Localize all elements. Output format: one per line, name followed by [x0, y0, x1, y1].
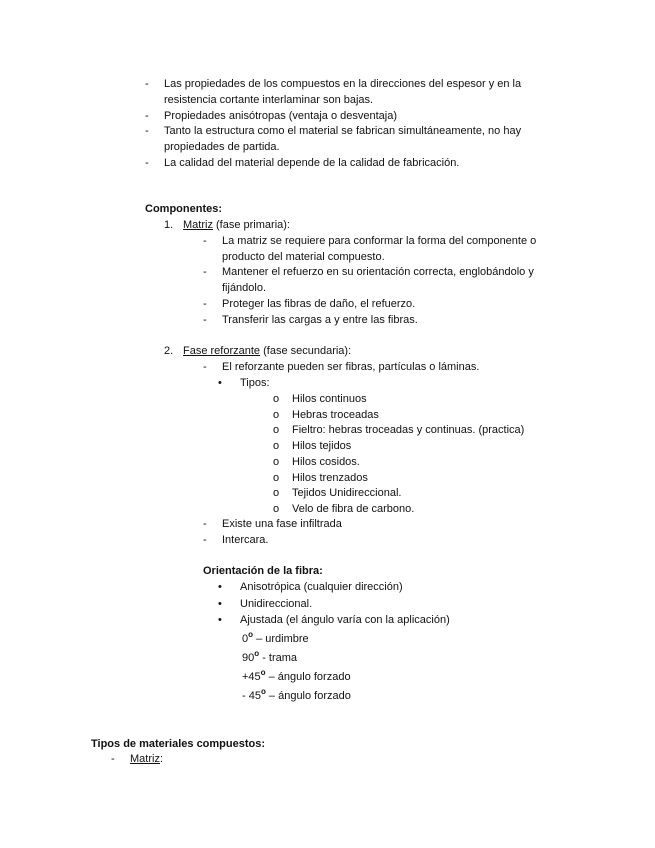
- section-heading-componentes: Componentes:: [145, 203, 222, 215]
- angle-line: - 45$^o$ – ángulo forzado: [242, 687, 351, 702]
- bullet-marker: •: [218, 598, 222, 610]
- bullet-marker: •: [218, 581, 222, 593]
- circle-marker: o: [273, 424, 280, 436]
- circle-marker: o: [273, 456, 280, 468]
- intro-line: Las propiedades de los compuestos en la direcciones del espesor y en la: [164, 78, 522, 90]
- intro-line: resistencia cortante interlaminar son bajas.: [164, 94, 374, 106]
- item-heading-fase-reforzante: [183, 344, 351, 358]
- term-matriz: Matriz: [130, 753, 160, 765]
- dash-marker: -: [145, 110, 149, 122]
- tipo-item: Hebras troceadas: [292, 409, 379, 421]
- bullet-marker: •: [218, 377, 222, 389]
- reforzante-bullet-line: Intercara.: [222, 534, 269, 546]
- intro-line: La calidad del material depende de la calidad de fabricación.: [164, 157, 460, 169]
- reforzante-bullet-line: El reforzante pueden ser fibras, partículas o láminas.: [222, 361, 480, 373]
- dash-marker: -: [145, 157, 149, 169]
- reforzante-bullet-line: Existe una fase infiltrada: [222, 518, 342, 530]
- dash-marker: -: [145, 78, 149, 90]
- intro-line: Tanto la estructura como el material se fabrican simultáneamente, no hay: [164, 125, 522, 137]
- dash-marker: -: [111, 753, 115, 765]
- angle-line: 90$^o$ - trama: [242, 649, 298, 664]
- matriz-bullet-line: Mantener el refuerzo en su orientación correcta, englobándolo y: [222, 266, 534, 278]
- term-fase-reforzante: Fase reforzante: [183, 345, 261, 357]
- matriz-bullet-line: La matriz se requiere para conformar la forma del componente o: [222, 235, 537, 247]
- circle-marker: o: [273, 487, 280, 499]
- angle-line: $+45^o$ – ángulo forzado: [242, 668, 351, 683]
- tipo-item: Tejidos Unidireccional.: [292, 487, 402, 499]
- tipos-label: Tipos:: [240, 377, 270, 389]
- tipo-item: Velo de fibra de carbono.: [292, 503, 415, 515]
- matriz-bullet-line: producto del material compuesto.: [222, 251, 385, 263]
- term-suffix: (fase secundaria):: [260, 345, 352, 357]
- item-heading-matriz: [183, 218, 290, 232]
- orientacion-bullet: Anisotrópica (cualquier dirección): [240, 581, 403, 593]
- dash-marker: -: [203, 518, 207, 530]
- tipo-item: Hilos cosidos.: [292, 456, 360, 468]
- dash-marker: -: [203, 266, 207, 278]
- matriz-bullet-line: Transferir las cargas a y entre las fibras.: [222, 314, 418, 326]
- tipo-item: Hilos continuos: [292, 393, 367, 405]
- dash-marker: -: [203, 314, 207, 326]
- tipo-item: Hilos trenzados: [292, 472, 368, 484]
- intro-line: Propiedades anisótropas (ventaja o desventaja): [164, 110, 397, 122]
- dash-marker: -: [203, 235, 207, 247]
- orientacion-bullet: Unidireccional.: [240, 598, 313, 610]
- circle-marker: o: [273, 393, 280, 405]
- list-number: 1.: [164, 219, 174, 231]
- circle-marker: o: [273, 440, 280, 452]
- dash-marker: -: [203, 534, 207, 546]
- bullet-marker: •: [218, 614, 222, 626]
- dash-marker: -: [145, 125, 149, 137]
- angle-line: 0$^o$ – urdimbre: [242, 630, 309, 645]
- circle-marker: o: [273, 409, 280, 421]
- circle-marker: o: [273, 472, 280, 484]
- intro-line: propiedades de partida.: [164, 141, 280, 153]
- circle-marker: o: [273, 503, 280, 515]
- dash-marker: -: [203, 298, 207, 310]
- list-number: 2.: [164, 345, 174, 357]
- term-suffix: (fase primaria):: [212, 219, 290, 231]
- tipo-item: Fieltro: hebras troceadas y continuas. (practica): [292, 424, 525, 436]
- dash-marker: -: [203, 361, 207, 373]
- term-matriz: Matriz: [183, 219, 213, 231]
- tipo-item: Hilos tejidos: [292, 440, 352, 452]
- tipos-materiales-item: Matriz:: [130, 753, 164, 765]
- matriz-bullet-line: fijándolo.: [222, 282, 267, 294]
- section-heading-tipos-materiales: Tipos de materiales compuestos:: [91, 738, 266, 750]
- orientacion-bullet: Ajustada (el ángulo varía con la aplicación): [240, 614, 450, 626]
- orientacion-heading: Orientación de la fibra:: [203, 565, 323, 577]
- matriz-bullet-line: Proteger las fibras de daño, el refuerzo.: [222, 298, 416, 310]
